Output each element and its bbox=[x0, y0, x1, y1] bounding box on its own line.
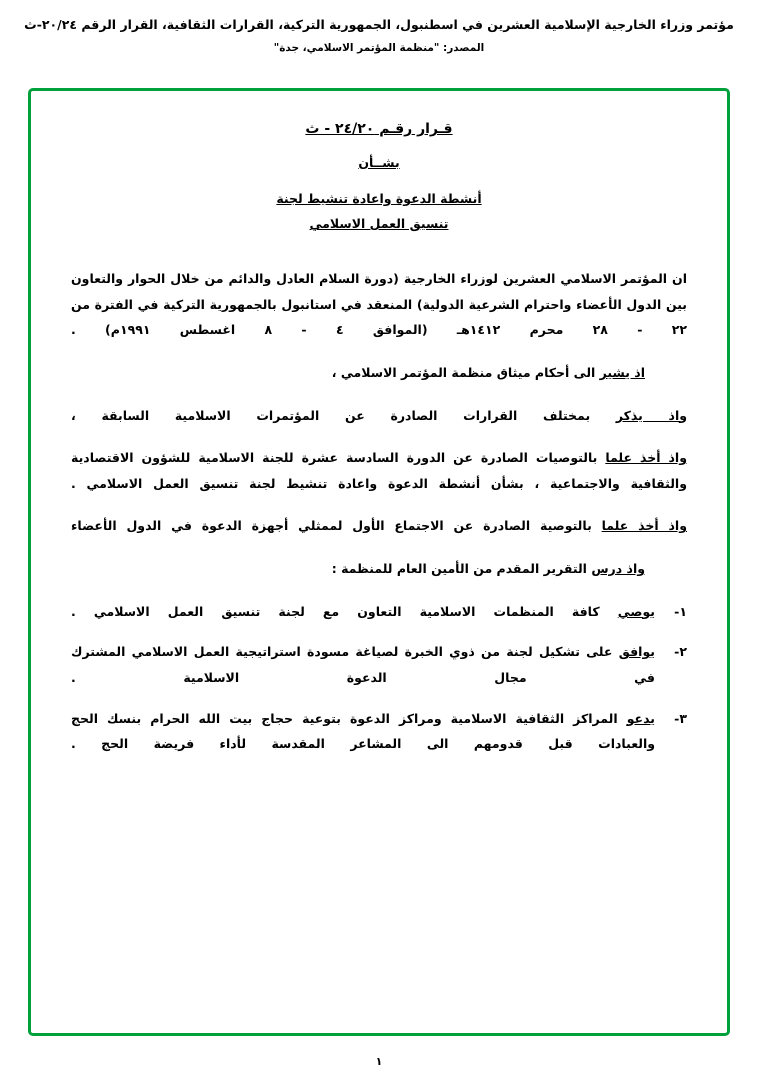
preambular-clause bbox=[71, 403, 687, 429]
resolution-number: قـرار رقـم ٢٤/٢٠ - ث bbox=[305, 121, 453, 137]
clause-keyword: واذ أخذ علما bbox=[601, 518, 687, 534]
operative-clauses bbox=[71, 599, 687, 757]
preambular-clause bbox=[71, 360, 687, 386]
clause-body: التقرير المقدم من الأمين العام للمنظمة : bbox=[331, 561, 592, 576]
clause-keyword: يوصي bbox=[617, 603, 655, 619]
preambular-clause bbox=[71, 513, 687, 539]
clause-body: بالتوصيات الصادرة عن الدورة السادسة عشرة للجنة الاسلامية للشؤون الاقتصادية والثقافية والاجتماعية ، بشأن أنشطة الدعوة واعادة تنشيط لجنة تنسيق العمل الاسلامي . bbox=[71, 450, 687, 491]
clause-keyword: واذ أخذ علما bbox=[605, 450, 687, 466]
clause-number: ٣- bbox=[674, 710, 687, 726]
clause-text bbox=[71, 706, 655, 757]
header-title: مؤتمر وزراء الخارجية الإسلامية العشرين في اسطنبول، الجمهورية التركية، القرارات الثقافية، القرار الرقم ٢٠/٢٤-ث bbox=[24, 17, 734, 32]
operative-clause bbox=[71, 639, 687, 690]
green-border-frame bbox=[28, 88, 730, 1036]
clause-text bbox=[71, 639, 655, 690]
clause-body: الى أحكام ميثاق منظمة المؤتمر الاسلامي ، bbox=[331, 364, 600, 380]
clause-body: على تشكيل لجنة من ذوي الخبرة لصياغة مسودة استراتيجية العمل الاسلامي المشترك في مجال الدعوة الاسلامية . bbox=[71, 644, 655, 685]
clause-keyword: يدعو bbox=[626, 710, 655, 726]
resolution-subject-line-1: أنشطة الدعوة واعادة تنشيط لجنة bbox=[276, 191, 482, 206]
clause-keyword: يوافق bbox=[618, 644, 655, 660]
clause-keyword: اذ يشير bbox=[599, 364, 645, 380]
page-number: ١ bbox=[375, 1055, 383, 1068]
resolution-subject bbox=[71, 186, 687, 236]
preambular-clauses bbox=[71, 360, 687, 582]
clause-text bbox=[71, 599, 655, 625]
clause-body: بمختلف القرارات الصادرة عن المؤتمرات الاسلامية السابقة ، bbox=[71, 407, 616, 423]
clause-body: كافة المنظمات الاسلامية التعاون مع لجنة تنسيق العمل الاسلامي . bbox=[71, 603, 618, 619]
clause-number: ٢- bbox=[674, 644, 687, 660]
preamble-paragraph: ان المؤتمر الاسلامي العشرين لوزراء الخارجية (دورة السلام العادل والدائم من خلال الحوار والتعاون بين الدول الأعضاء واحترام الشرعية الدولية) المنعقد في استانبول بالجمهورية التركية في الفترة من ٢٢ - ٢٨ محرم ١٤١٢هـ (الموافق ٤ - ٨ اغسطس ١٩٩١م) . bbox=[71, 271, 687, 338]
operative-clause bbox=[71, 706, 687, 757]
clause-keyword: واذ درس bbox=[591, 561, 645, 576]
document-body bbox=[31, 91, 727, 782]
document-header bbox=[0, 0, 758, 54]
operative-clause bbox=[71, 599, 687, 625]
resolution-subject-line-2: تنسيق العمل الاسلامي bbox=[309, 216, 449, 231]
clause-keyword: واذ يذكر bbox=[615, 407, 688, 423]
clause-number: ١- bbox=[674, 603, 687, 619]
resolution-about-label: بشــأن bbox=[358, 155, 400, 170]
clause-body: المراكز الثقافية الاسلامية ومراكز الدعوة بتوعية حجاج بيت الله الحرام بنسك الحج والعبادات قبل قدومهم الى المشاعر المقدسة لأداء فريضة الحج . bbox=[71, 710, 655, 752]
clause-body: بالتوصية الصادرة عن الاجتماع الأول لممثلي أجهزة الدعوة في الدول الأعضاء bbox=[71, 518, 602, 534]
preambular-clause bbox=[71, 556, 687, 582]
header-source: المصدر: "منظمة المؤتمر الاسلامي، جدة" bbox=[273, 41, 485, 54]
preambular-clause bbox=[71, 445, 687, 496]
